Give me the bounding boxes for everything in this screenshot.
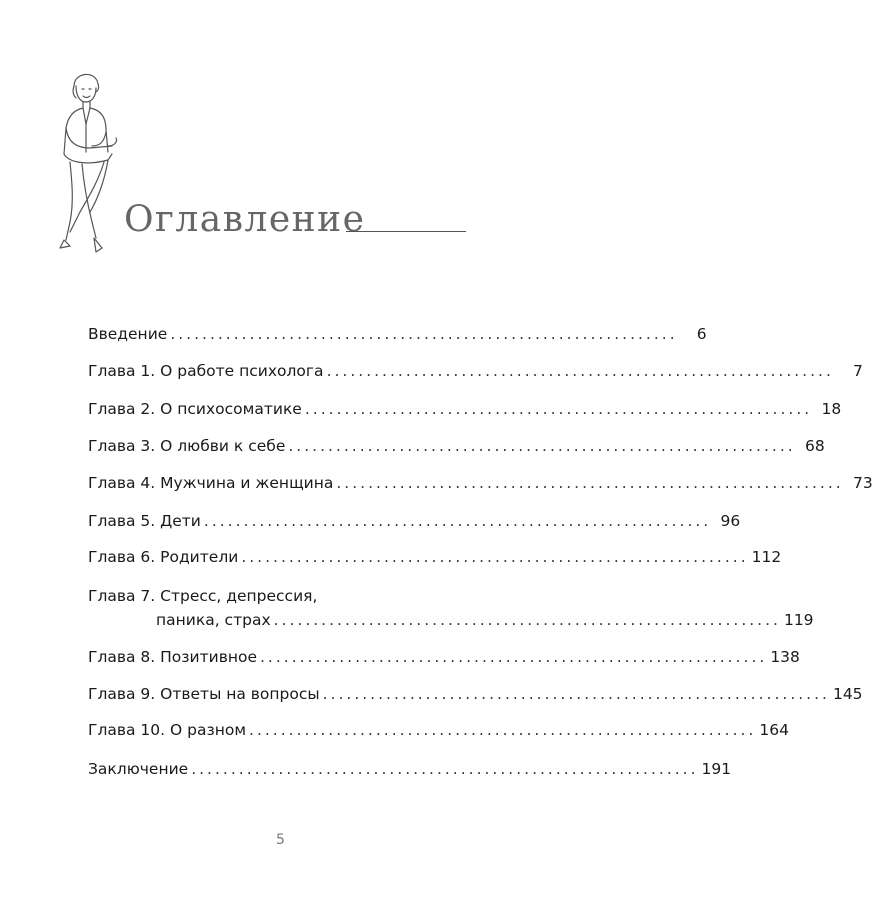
toc-leader-dots: ................................................................ <box>336 474 844 492</box>
toc-entry[interactable] <box>88 543 782 571</box>
toc-entry-title: Глава 4. Мужчина и женщина <box>88 474 334 492</box>
toc-entry[interactable] <box>88 395 842 423</box>
page-number: 5 <box>276 832 285 848</box>
toc-entry-page: 164 <box>759 721 789 739</box>
toc-entry[interactable] <box>88 643 800 671</box>
toc-leader-dots: ................................................................ <box>322 685 830 703</box>
toc-leader-dots: ................................................................ <box>241 548 749 566</box>
toc-entry[interactable] <box>88 507 741 535</box>
toc-leader-dots: ................................................................ <box>304 400 813 418</box>
toc-entry-page: 138 <box>770 648 800 666</box>
toc-entry-page: 18 <box>821 400 842 418</box>
toc-entry-title: Заключение <box>88 760 189 778</box>
seated-woman-illustration <box>46 62 136 258</box>
toc-entry-title: Глава 1. О работе психолога <box>88 362 324 380</box>
toc-entry-title: Введение <box>88 325 168 343</box>
toc-entry[interactable] <box>88 716 789 744</box>
toc-leader-dots: ................................................................ <box>249 721 757 739</box>
toc-entry-page: 145 <box>832 685 863 703</box>
toc-leader-dots: ................................................................ <box>259 648 768 666</box>
toc-entry-page: 7 <box>853 362 863 380</box>
toc-leader-dots: ................................................................ <box>203 512 712 530</box>
toc-entry[interactable] <box>88 755 732 783</box>
toc-entry-title: Глава 6. Родители <box>88 548 239 566</box>
toc-entry[interactable] <box>88 357 863 385</box>
toc-leader-dots: ................................................................ <box>170 325 678 343</box>
toc-leader-dots: ................................................................ <box>326 362 834 380</box>
heading-rule <box>346 231 466 232</box>
toc-entry[interactable] <box>88 469 873 497</box>
toc-entry-page: 6 <box>696 325 707 343</box>
toc-leader-dots: ................................................................ <box>273 611 781 629</box>
toc-entry-page: 119 <box>783 611 814 629</box>
toc-entry-page: 73 <box>852 474 873 492</box>
toc-entry[interactable] <box>88 606 814 634</box>
toc-entry-page: 96 <box>720 512 741 530</box>
toc-entry-title-continued: паника, страх <box>156 611 271 629</box>
toc-entry-title: Глава 3. О любви к себе <box>88 437 286 455</box>
toc-entry[interactable] <box>88 680 863 708</box>
toc-entry[interactable] <box>88 432 825 460</box>
toc-leader-dots: ................................................................ <box>191 760 699 778</box>
toc-entry-page: 191 <box>701 760 732 778</box>
toc-entry-page: 112 <box>751 548 782 566</box>
toc-entry-title: Глава 7. Стресс, депрессия, <box>88 587 318 605</box>
toc-entry-title: Глава 10. О разном <box>88 721 247 739</box>
toc-entry-title: Глава 8. Позитивное <box>88 648 257 666</box>
toc-entry-title: Глава 5. Дети <box>88 512 201 530</box>
toc-entry[interactable] <box>88 320 707 348</box>
toc-heading: Оглавление <box>124 199 366 240</box>
toc-leader-dots: ................................................................ <box>288 437 796 455</box>
toc-entry-title: Глава 9. Ответы на вопросы <box>88 685 320 703</box>
toc-entry-page: 68 <box>804 437 825 455</box>
toc-entry-title: Глава 2. О психосоматике <box>88 400 302 418</box>
